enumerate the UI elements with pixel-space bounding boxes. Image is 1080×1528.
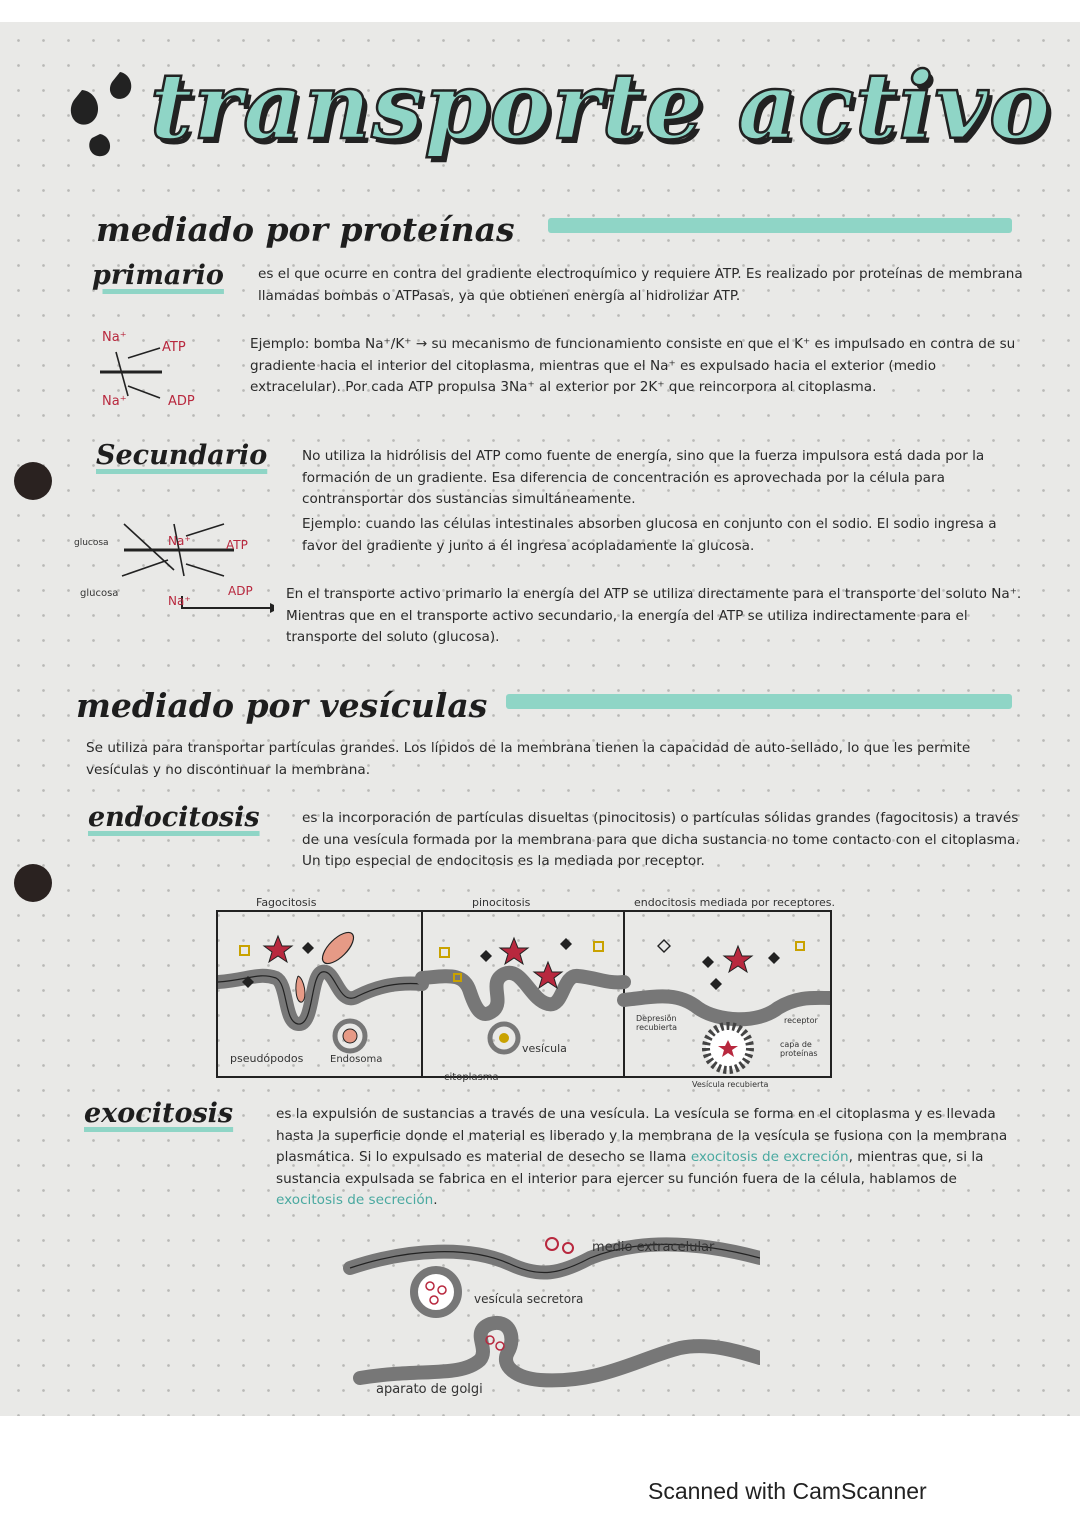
label-vesicula: vesícula bbox=[522, 1042, 567, 1055]
scanner-watermark: Scanned with CamScanner bbox=[648, 1478, 927, 1504]
exocitosis-text-c: . bbox=[433, 1192, 438, 1208]
exocitosis-text-b: , mientras que, si la sustancia expulsada se fabrica en el interior para ejercer su función fuera de la célula, hablamos de bbox=[276, 1149, 984, 1187]
term-exocitosis: exocitosis bbox=[84, 1098, 234, 1129]
term-primario: primario bbox=[92, 260, 224, 291]
section-heading-vesiculas: mediado por vesículas bbox=[76, 686, 488, 725]
label-capa: capa de proteínas bbox=[780, 1040, 818, 1058]
na-bottom-label: Na⁺ bbox=[168, 594, 191, 608]
pump-diagram bbox=[100, 328, 220, 418]
label-depresion: Depresión recubierta bbox=[636, 1014, 678, 1032]
page-title: transporte activo bbox=[150, 52, 1052, 160]
glucosa-top-label: glucosa bbox=[74, 538, 109, 548]
cotransport-arrows-icon bbox=[74, 510, 274, 630]
exocitosis-text-a: es la expulsión de sustancias a través de una vesícula. La vesícula se forma en el citoplasma y es llevada hasta la superficie donde el material es liberado y la membrana de la vesícula se fusiona con la membrana plasmática. Si lo expulsado es material de desecho se llama bbox=[276, 1106, 1008, 1165]
panel-label-fagocitosis: Fagocitosis bbox=[256, 896, 317, 909]
binder-hole bbox=[14, 462, 52, 500]
label-pseudopodos: pseudópodos bbox=[230, 1052, 304, 1065]
primario-example: Ejemplo: bomba Na⁺/K⁺ → su mecanismo de funcionamiento consiste en que el K⁺ es impulsado en contra de su gradiente hacia el interior del citoplasma, mientras que el Na⁺ es expulsado hacia el exterior (medio extracelular). Por cada ATP propulsa 3Na⁺ al exterior por 2K⁺ que reincorpora al citoplasma. bbox=[250, 336, 1016, 395]
label-vesicula-recubierta: Vesícula recubierta bbox=[692, 1080, 769, 1089]
panel-label-receptor: endocitosis mediada por receptores. bbox=[634, 896, 835, 909]
label-medio-extracelular: medio extracelular bbox=[592, 1240, 715, 1255]
endocitosis-text: es la incorporación de partículas disueltas (pinocitosis) o partículas sólidas grandes (fagocitosis) a través de una vesícula formada por la membrana para que dicha sustancia no tome contacto con el citoplasma. Un tipo especial de endocitosis es la mediada por receptor. bbox=[302, 810, 1020, 869]
cotransport-diagram bbox=[74, 510, 274, 630]
glucosa-bottom-label: glucosa bbox=[80, 588, 119, 599]
endocytosis-figure bbox=[216, 910, 832, 1089]
atp-label: ATP bbox=[226, 538, 248, 552]
primario-text: es el que ocurre en contra del gradiente electroquímico y requiere ATP. Es realizado por proteínas de membrana llamadas bombas o ATPasas, ya que obtienen energía al hidrolizar ATP. bbox=[258, 266, 1023, 304]
label-aparato-golgi: aparato de golgi bbox=[376, 1382, 483, 1397]
term-endocitosis: endocitosis bbox=[88, 802, 260, 833]
atp-label: ATP bbox=[162, 340, 186, 355]
secundario-text: No utiliza la hidrólisis del ATP como fuente de energía, sino que la fuerza impulsora está dada por la formación de un gradiente. Esa diferencia de concentración es aprovechada por la célula para contransportar dos sustancias simultáneamente. bbox=[302, 448, 985, 507]
section-heading-proteinas: mediado por proteínas bbox=[96, 210, 515, 249]
binder-hole bbox=[14, 864, 52, 902]
na-top-label: Na⁺ bbox=[102, 330, 127, 345]
drops-icon bbox=[62, 52, 152, 162]
adp-label: ADP bbox=[228, 584, 253, 598]
secundario-note: En el transporte activo primario la energía del ATP se utiliza directamente para el transporte del soluto Na⁺. Mientras que en el transporte activo secundario, la energía del ATP se utiliza indirectamente para el transporte del soluto (glucosa). bbox=[286, 586, 1022, 645]
secundario-example: Ejemplo: cuando las células intestinales absorben glucosa en conjunto con el sodio. El sodio ingresa a favor del gradiente y junto a él ingresa acopladamente la glucosa. bbox=[302, 516, 997, 554]
term-secundario: Secundario bbox=[96, 440, 268, 471]
panel-label-pinocitosis: pinocitosis bbox=[472, 896, 531, 909]
label-citoplasma: citoplasma bbox=[444, 1072, 499, 1083]
exocitosis-text bbox=[276, 1104, 1028, 1212]
notebook-page bbox=[0, 22, 1080, 1416]
exocitosis-secrecion: exocitosis de secreción bbox=[276, 1192, 434, 1208]
na-top-label: Na⁺ bbox=[168, 534, 191, 548]
exocitosis-excrecion: exocitosis de excreción bbox=[690, 1149, 849, 1165]
label-receptor: receptor bbox=[784, 1016, 818, 1025]
heading-bar bbox=[506, 694, 1012, 709]
label-vesicula-secretora: vesícula secretora bbox=[474, 1292, 584, 1306]
exocytosis-drawing-icon bbox=[340, 1228, 760, 1408]
heading-bar bbox=[548, 218, 1012, 233]
adp-label: ADP bbox=[168, 394, 195, 409]
na-bottom-label: Na⁺ bbox=[102, 394, 127, 409]
vesiculas-intro: Se utiliza para transportar partículas grandes. Los lípidos de la membrana tienen la capacidad de auto-sellado, lo que les permite vesículas y no discontinuar la membrana. bbox=[86, 740, 971, 778]
label-endosoma: Endosoma bbox=[330, 1054, 383, 1065]
